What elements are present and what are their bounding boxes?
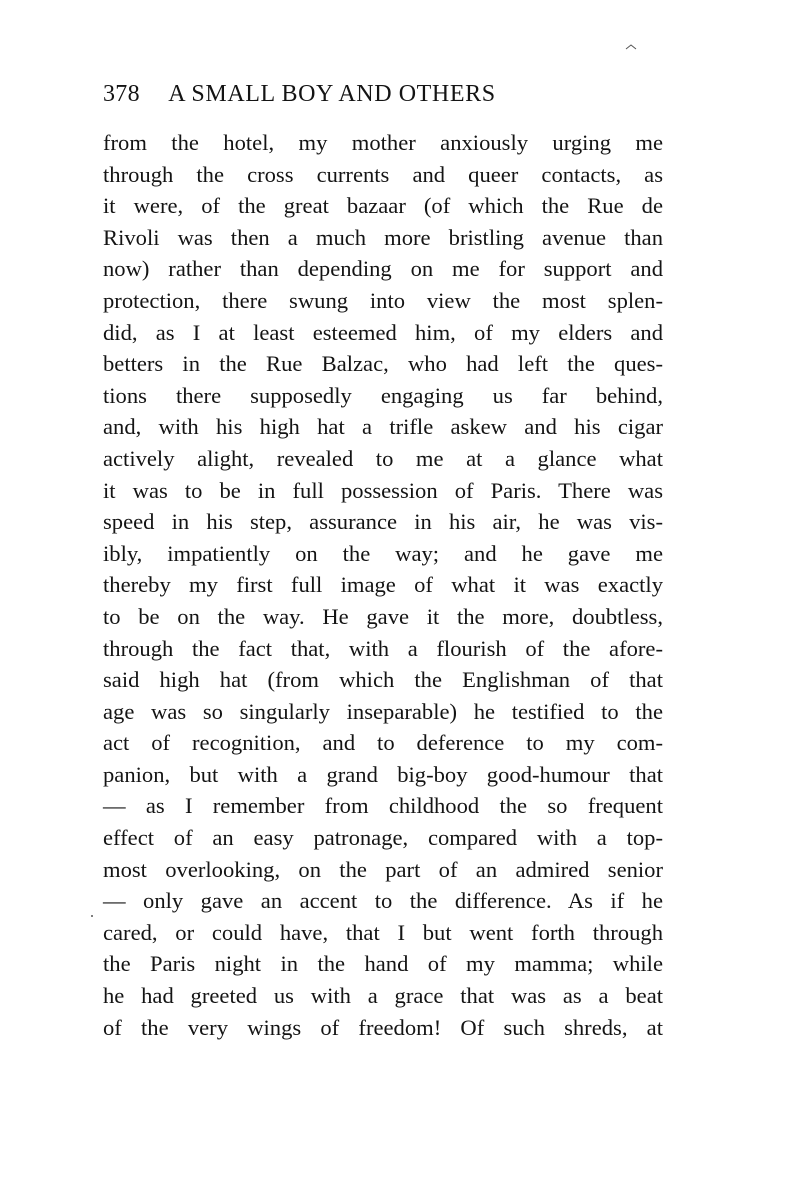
text-line: actively alight, revealed to me at a glance what: [103, 445, 663, 471]
text-line: to be on the way. He gave it the more, doubtless,: [103, 603, 663, 629]
text-line: panion, but with a grand big-boy good-humour that: [103, 761, 663, 787]
text-line: did, as I at least esteemed him, of my elders and: [103, 319, 663, 345]
text-line: Rivoli was then a much more bristling avenue than: [103, 224, 663, 250]
text-line: age was so singularly inseparable) he testified to the: [103, 698, 663, 724]
text-line: he had greeted us with a grace that was as a beat: [103, 983, 663, 1009]
text-line: act of recognition, and to deference to my com-: [103, 730, 663, 756]
scan-speck-mark: [625, 44, 637, 50]
text-line: from the hotel, my mother anxiously urging me: [103, 130, 663, 155]
text-line: betters in the Rue Balzac, who had left the ques-: [103, 351, 663, 377]
running-title: A SMALL BOY AND OTHERS: [168, 81, 496, 107]
text-line: it was to be in full possession of Paris. There was: [103, 477, 663, 503]
text-line: and, with his high hat a trifle askew and his cigar: [103, 414, 663, 440]
text-line: — as I remember from childhood the so frequent: [103, 793, 663, 819]
text-line: effect of an easy patronage, compared with a top-: [103, 825, 663, 851]
text-line: through the fact that, with a flourish of the afore-: [103, 635, 663, 661]
body-text: [103, 127, 663, 1043]
text-line: of the very wings of freedom! Of such shreds, at: [103, 1014, 663, 1040]
text-line: cared, or could have, that I but went forth through: [103, 919, 663, 945]
text-line: thereby my first full image of what it was exactly: [103, 572, 663, 598]
text-line: speed in his step, assurance in his air, he was vis-: [103, 509, 663, 535]
scan-dot-mark: [91, 915, 93, 917]
page-header: [103, 81, 496, 108]
text-line: through the cross currents and queer contacts, as: [103, 161, 663, 187]
text-line: the Paris night in the hand of my mamma; while: [103, 951, 663, 977]
text-line: most overlooking, on the part of an admired senior: [103, 856, 663, 882]
text-line: now) rather than depending on me for support and: [103, 256, 663, 282]
text-line: tions there supposedly engaging us far behind,: [103, 382, 663, 408]
text-line: it were, of the great bazaar (of which the Rue de: [103, 193, 663, 219]
text-line: — only gave an accent to the difference. As if he: [103, 888, 663, 914]
text-line: ibly, impatiently on the way; and he gave me: [103, 540, 663, 566]
text-line: said high hat (from which the Englishman of that: [103, 667, 663, 693]
text-line: protection, there swung into view the most splen-: [103, 287, 663, 313]
page-number: 378: [103, 81, 140, 107]
